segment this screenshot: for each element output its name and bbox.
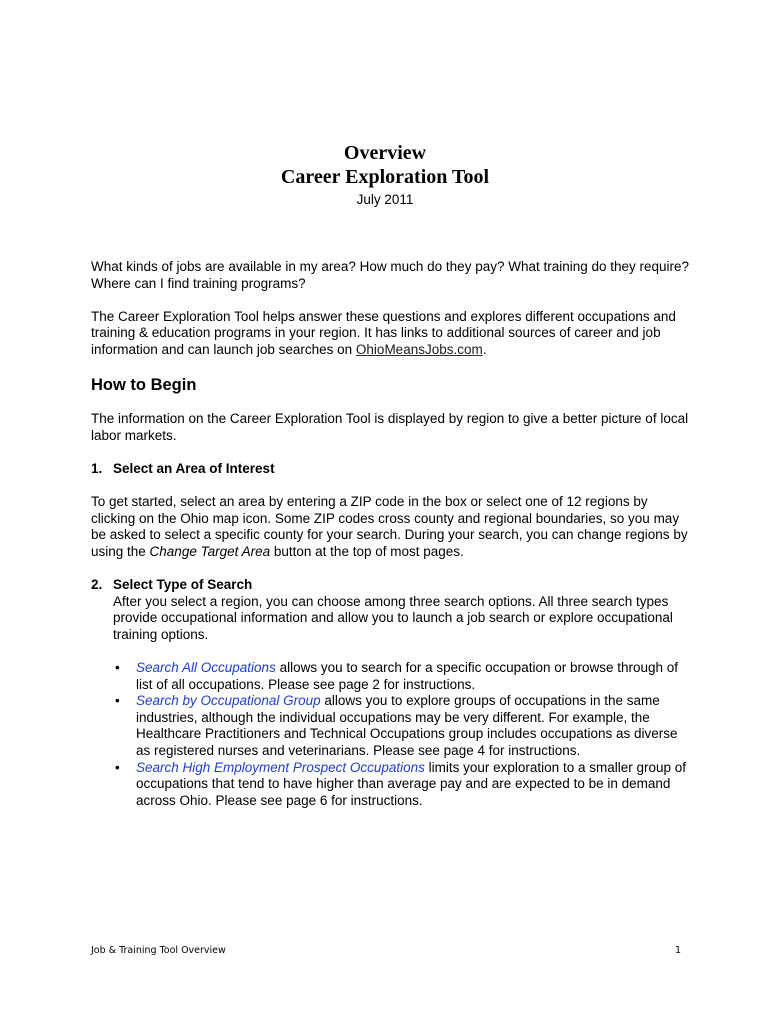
title-tool-name: Career Exploration Tool: [280, 166, 490, 188]
step-1-text: To get started, select an area by entering a ZIP code in the box or select one of 12 regions by clicking on the Ohio map icon. Some ZIP codes cross county and regional boundaries, so you may be asked to select a specific county for your search. During your search, you can change regions by using the: [91, 494, 688, 559]
list-item-text: allows you to explore groups of occupations in the same industries, although the individual occupations may be very different. For example, the Healthcare Practitioners and Technical Occupations group includes occupations as diverse as registered nurses and veterinarians. Please see page 4 for instructions.: [136, 693, 678, 759]
document-body: [91, 259, 691, 809]
step-2-title-text: Select Type of Search: [113, 577, 253, 593]
step-1-text-end: button at the top of most pages.: [270, 543, 464, 559]
change-target-area-label: Change Target Area: [149, 543, 271, 559]
page-number: 1: [674, 945, 681, 956]
title-block: [0, 141, 770, 209]
bullet-icon: •: [115, 759, 120, 775]
step-2-title: [91, 577, 691, 594]
list-item: [113, 660, 691, 693]
how-to-begin-paragraph: The information on the Career Exploration Tool is displayed by region to give a better picture of local labor markets.: [91, 411, 689, 443]
intro-paragraph-1: What kinds of jobs are available in my area? How much do they pay? What training do they require? Where can I find training programs?: [91, 259, 690, 291]
search-all-occupations-link[interactable]: Search All Occupations: [136, 660, 276, 676]
ohiomeansjobs-link[interactable]: OhioMeansJobs.com: [355, 341, 483, 357]
intro-p2-text: The Career Exploration Tool helps answer these questions and explores different occupations and training & education programs in your region. It has links to additional sources of career and job information and can launch job searches on: [91, 308, 676, 357]
how-to-begin-heading: How to Begin: [91, 376, 197, 395]
step-2-number: 2.: [91, 577, 103, 593]
list-item-text: limits your exploration to a smaller group of occupations that tend to have higher than average pay and are expected to be in demand across Ohio. Please see page 6 for instructions.: [136, 759, 687, 808]
step-2-paragraph: After you select a region, you can choose among three search options. All three search types provide occupational information and allow you to launch a job search or explore occupational training options.: [113, 593, 673, 642]
step-1-paragraph: [91, 494, 691, 560]
footer-title: Job & Training Tool Overview: [91, 945, 226, 956]
step-1-number: 1.: [91, 460, 103, 476]
intro-p2-end: .: [482, 341, 487, 357]
bullet-icon: •: [115, 693, 120, 709]
step-1-title-text: Select an Area of Interest: [113, 460, 275, 476]
document-date: July 2011: [356, 192, 414, 207]
bullet-icon: •: [115, 660, 120, 676]
list-item: [113, 760, 691, 810]
intro-paragraph-2: [91, 309, 691, 359]
search-high-employment-prospect-link[interactable]: Search High Employment Prospect Occupations: [136, 759, 425, 775]
search-options-list: [113, 660, 691, 809]
list-item-text: allows you to search for a specific occupation or browse through of list of all occupations. Please see page 2 for instructions.: [136, 660, 679, 692]
list-item: [113, 693, 691, 759]
search-by-occupational-group-link[interactable]: Search by Occupational Group: [136, 693, 321, 709]
title-overview: Overview: [343, 142, 427, 164]
step-1-title: [91, 461, 691, 478]
